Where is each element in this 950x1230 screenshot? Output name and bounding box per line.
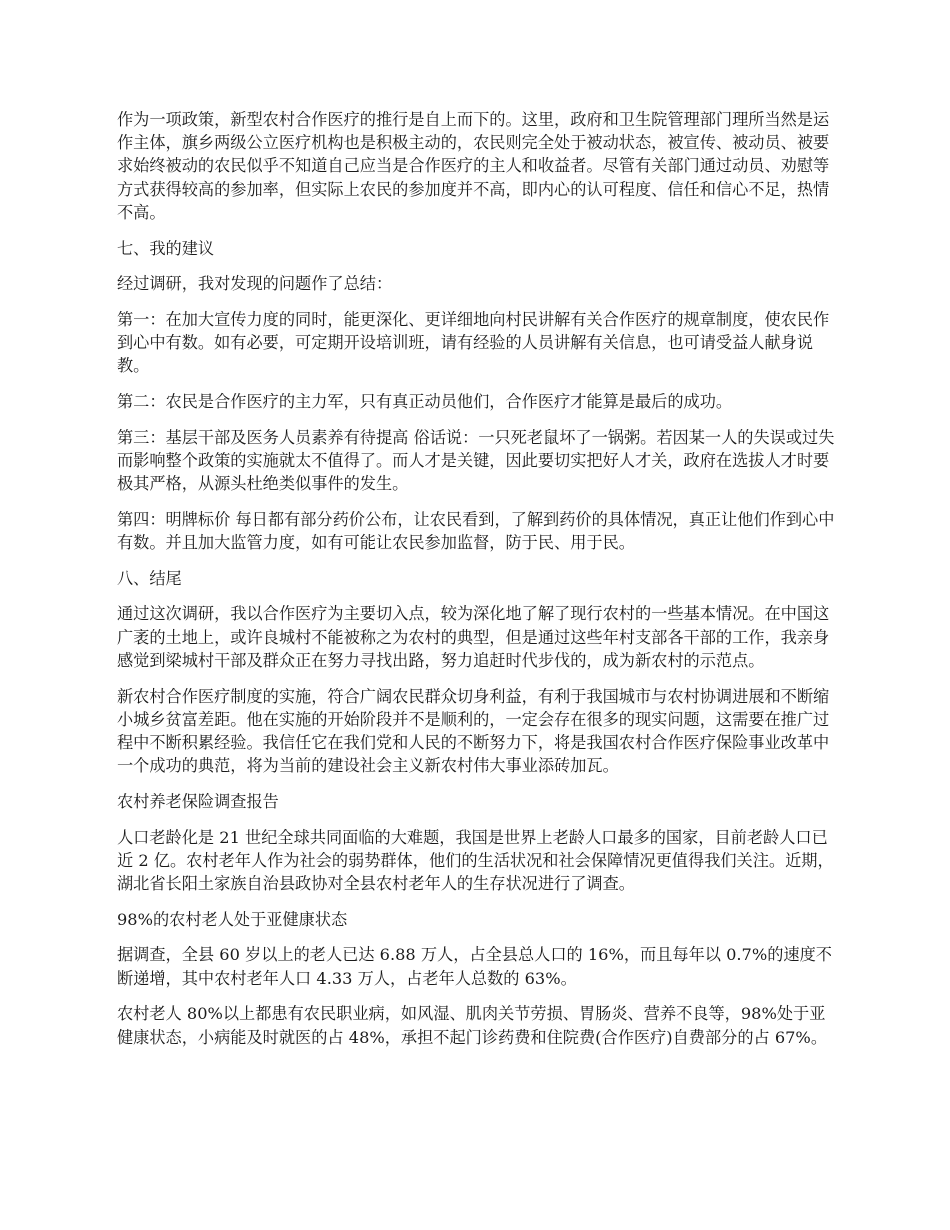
subheading-subhealth: 98%的农村老人处于亚健康状态 bbox=[117, 909, 348, 929]
paragraph-suggestion-2: 第二：农民是合作医疗的主力军，只有真正动员他们，合作医疗才能算是最后的成功。 bbox=[117, 392, 733, 412]
paragraph-conclusion-2: 新农村合作医疗制度的实施，符合广阔农民群众切身利益，有利于我国城市与农村协调进展和不断缩小城乡贫富差距。他在实施的开始阶段并不是顺利的，一定会存在很多的现实问题，这需要在推广过程中不断积累经验。我信任它在我们党和人民的不断努力下，将是我国农村合作医疗保险事业改革中一个成功的典范，将为当前的建设社会主义新农村伟大事业添砖加瓦。 bbox=[117, 686, 830, 776]
paragraph-aging-intro: 人口老龄化是 21 世纪全球共同面临的大难题，我国是世界上老龄人口最多的国家，目前老龄人口已近 2 亿。农村老年人作为社会的弱势群体，他们的生活状况和社会保障情况更值得我们关注。近期，湖北省长阳土家族自治县政协对全县农村老年人的生存状况进行了调查。 bbox=[117, 827, 834, 893]
paragraph-survey-stats: 据调查，全县 60 岁以上的老人已达 6.88 万人，占全县总人口的 16%，而且每年以 0.7%的速度不断递增，其中农村老年人口 4.33 万人，占老年人总数的 63%。 bbox=[117, 945, 832, 988]
paragraph-policy-topdown: 作为一项政策，新型农村合作医疗的推行是自上而下的。这里，政府和卫生院管理部门理所当然是运作主体，旗乡两级公立医疗机构也是积极主动的，农民则完全处于被动状态，被宣传、被动员、被要求始终被动的农民似乎不知道自己应当是合作医疗的主人和收益者。尽管有关部门通过动员、劝慰等方式获得较高的参加率，但实际上农民的参加度并不高，即内心的认可程度、信任和信心不足，热情不高。 bbox=[117, 110, 830, 222]
paragraph-suggestion-1: 第一：在加大宣传力度的同时，能更深化、更详细地向村民讲解有关合作医疗的规章制度，使农民作到心中有数。如有必要，可定期开设培训班，请有经验的人员讲解有关信息，也可请受益人献身说教。 bbox=[117, 309, 830, 376]
section-heading-conclusion: 八、结尾 bbox=[117, 568, 182, 588]
paragraph-conclusion-1: 通过这次调研，我以合作医疗为主要切入点，较为深化地了解了现行农村的一些基本情况。在中国这广袤的土地上，或许良城村不能被称之为农村的典型，但是通过这些年村支部各干部的工作，我亲身感觉到梁城村干部及群众正在努力寻找出路，努力追赶时代步伐的，成为新农村的示范点。 bbox=[117, 604, 830, 670]
paragraph-health-stats: 农村老人 80%以上都患有农民职业病，如风湿、肌肉关节劳损、胃肠炎、营养不良等，98%处于亚健康状态，小病能及时就医的占 48%，承担不起门诊药费和住院费(合作医疗)自费部分的占 67%。 bbox=[117, 1004, 828, 1047]
report-title-pension: 农村养老保险调查报告 bbox=[117, 791, 279, 811]
paragraph-summary-intro: 经过调研，我对发现的问题作了总结： bbox=[117, 274, 393, 294]
paragraph-suggestion-3: 第三：基层干部及医务人员素养有待提高 俗话说：一只死老鼠坏了一锅粥。若因某一人的失误或过失而影响整个政策的实施就太不值得了。而人才是关键，因此要切实把好人才关，政府在选拔人才时要极其严格，从源头杜绝类似事件的发生。 bbox=[117, 427, 835, 494]
document-body bbox=[117, 108, 837, 1061]
paragraph-suggestion-4: 第四：明牌标价 每日都有部分药价公布，让农民看到，了解到药价的具体情况，真正让他们作到心中有数。并且加大监管力度，如有可能让农民参加监督，防于民、用于民。 bbox=[117, 509, 835, 553]
section-heading-suggestions: 七、我的建议 bbox=[117, 238, 215, 258]
